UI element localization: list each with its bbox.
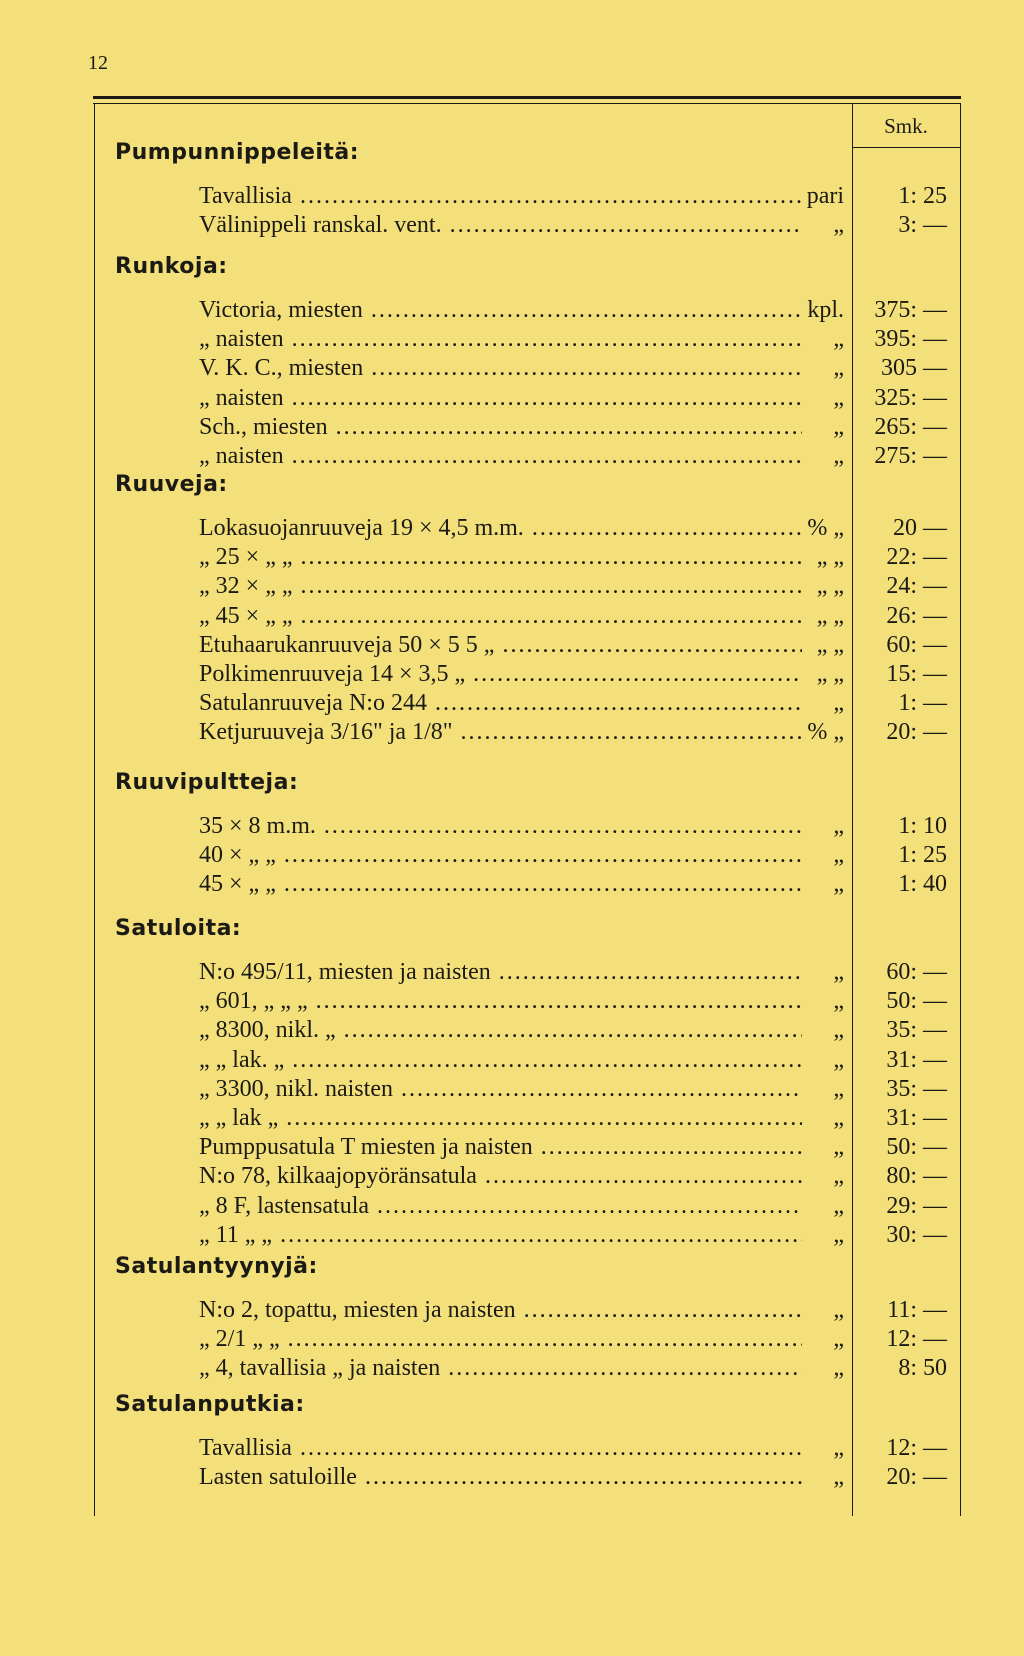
item-unit: „ bbox=[802, 1354, 844, 1382]
section-heading: Runkoja: bbox=[115, 254, 228, 279]
price-row bbox=[0, 660, 1024, 688]
price-row bbox=[0, 543, 1024, 571]
item-unit: „ bbox=[802, 841, 844, 869]
price-row bbox=[0, 413, 1024, 441]
item-description: „ 8 F, lastensatula ..... bbox=[199, 1192, 839, 1220]
item-price: 305 — bbox=[881, 355, 947, 382]
item-description: „ 45 × „ „ ..... bbox=[199, 602, 839, 630]
price-row bbox=[0, 296, 1024, 324]
item-price: 1: 10 bbox=[898, 813, 947, 839]
item-description: „ „ lak. „ ..... bbox=[199, 1046, 839, 1074]
price-row bbox=[0, 841, 1024, 869]
item-description: Lasten satuloille ..... bbox=[199, 1463, 839, 1491]
item-unit: „ bbox=[802, 1075, 844, 1103]
item-unit: „ bbox=[802, 442, 844, 470]
item-unit: „ bbox=[802, 1463, 844, 1491]
item-description: N:o 78, kilkaajopyöränsatula ..... bbox=[199, 1162, 839, 1190]
section-heading: Satulantyynyjä: bbox=[115, 1254, 318, 1279]
section-heading: Pumpunnippeleitä: bbox=[115, 140, 360, 165]
item-unit: „ „ bbox=[802, 602, 844, 630]
item-unit: „ bbox=[802, 413, 844, 441]
price-row bbox=[0, 514, 1024, 542]
item-price: 20: — bbox=[886, 719, 947, 746]
price-row bbox=[0, 958, 1024, 986]
price-row bbox=[0, 1075, 1024, 1103]
item-description: Satulanruuveja N:o 244 ..... bbox=[199, 689, 839, 717]
item-description: „ 4, tavallisia „ ja naisten ..... bbox=[199, 1354, 839, 1382]
item-price: 1: 40 bbox=[898, 871, 947, 898]
item-unit: „ bbox=[802, 325, 844, 353]
item-description: „ 25 × „ „ ..... bbox=[199, 543, 839, 571]
price-row bbox=[0, 1104, 1024, 1132]
item-price: 50: — bbox=[886, 988, 947, 1015]
item-price: 35: — bbox=[886, 1017, 947, 1044]
item-description: 35 × 8 m.m. ..... bbox=[199, 812, 839, 840]
item-price: 8: 50 bbox=[898, 1355, 947, 1382]
item-unit: kpl. bbox=[802, 296, 844, 324]
price-row bbox=[0, 1133, 1024, 1161]
item-price: 275: — bbox=[874, 443, 947, 469]
item-unit: „ bbox=[802, 1221, 844, 1249]
price-row bbox=[0, 442, 1024, 470]
price-row bbox=[0, 812, 1024, 840]
item-unit: „ bbox=[802, 211, 844, 239]
item-price: 31: — bbox=[886, 1046, 947, 1073]
item-description: Tavallisia ..... bbox=[199, 182, 839, 210]
item-description: „ „ lak „ ..... bbox=[199, 1104, 839, 1132]
item-unit: „ „ bbox=[802, 572, 844, 600]
price-row bbox=[0, 384, 1024, 412]
item-price: 12: — bbox=[886, 1435, 947, 1461]
item-price: 375: — bbox=[874, 297, 947, 323]
item-unit: „ bbox=[802, 1104, 844, 1132]
item-price: 30: — bbox=[886, 1221, 947, 1248]
item-unit: „ bbox=[802, 812, 844, 840]
item-unit: „ bbox=[802, 1162, 844, 1190]
item-price: 22: — bbox=[886, 544, 947, 571]
item-description: N:o 495/11, miesten ja naisten ..... bbox=[199, 958, 839, 986]
item-price: 60: — bbox=[886, 959, 947, 985]
price-row bbox=[0, 325, 1024, 353]
price-row bbox=[0, 572, 1024, 600]
item-price: 11: — bbox=[887, 1297, 947, 1323]
item-description: „ 3300, nikl. naisten ..... bbox=[199, 1075, 839, 1103]
item-description: „ 8300, nikl. „ ..... bbox=[199, 1016, 839, 1044]
item-description: Pumppusatula T miesten ja naisten ..... bbox=[199, 1133, 839, 1161]
price-row bbox=[0, 1192, 1024, 1220]
item-price: 50: — bbox=[886, 1134, 947, 1161]
item-price: 1: 25 bbox=[898, 183, 947, 209]
price-row bbox=[0, 1221, 1024, 1249]
item-price: 29: — bbox=[886, 1192, 947, 1219]
item-unit: „ „ bbox=[802, 631, 844, 659]
item-unit: „ bbox=[802, 1133, 844, 1161]
item-unit: „ bbox=[802, 384, 844, 412]
page-number: 12 bbox=[88, 52, 108, 74]
section-heading: Ruuvipultteja: bbox=[115, 770, 299, 795]
item-price: 60: — bbox=[886, 631, 947, 658]
item-unit: „ bbox=[802, 354, 844, 382]
item-price: 265: — bbox=[874, 413, 947, 440]
item-unit: % „ bbox=[802, 514, 844, 542]
item-price: 395: — bbox=[874, 326, 947, 353]
item-unit: „ bbox=[802, 1434, 844, 1462]
item-price: 3: — bbox=[898, 212, 947, 239]
item-description: Ketjuruuveja 3/16" ja 1/8" ..... bbox=[199, 718, 839, 746]
item-unit: „ „ bbox=[802, 543, 844, 571]
item-price: 1: 25 bbox=[898, 842, 947, 869]
price-row bbox=[0, 182, 1024, 210]
price-row bbox=[0, 1016, 1024, 1044]
item-price: 26: — bbox=[886, 602, 947, 629]
item-unit: „ bbox=[802, 1325, 844, 1353]
item-price: 35: — bbox=[886, 1075, 947, 1102]
item-description: 40 × „ „ ..... bbox=[199, 841, 839, 869]
item-description: „ naisten ..... bbox=[199, 325, 839, 353]
section-heading: Satuloita: bbox=[115, 916, 242, 941]
price-row bbox=[0, 1325, 1024, 1353]
item-unit: „ „ bbox=[802, 660, 844, 688]
price-row bbox=[0, 631, 1024, 659]
item-description: Välinippeli ranskal. vent. ..... bbox=[199, 211, 839, 239]
item-unit: % „ bbox=[802, 718, 844, 746]
item-description: „ naisten ..... bbox=[199, 384, 839, 412]
price-row bbox=[0, 1434, 1024, 1462]
item-price: 31: — bbox=[886, 1105, 947, 1131]
item-price: 24: — bbox=[886, 573, 947, 600]
price-row bbox=[0, 987, 1024, 1015]
item-price: 325: — bbox=[874, 384, 947, 411]
item-description: 45 × „ „ ..... bbox=[199, 870, 839, 898]
section-heading: Satulanputkia: bbox=[115, 1392, 305, 1417]
item-description: „ 32 × „ „ ..... bbox=[199, 572, 839, 600]
price-row bbox=[0, 1162, 1024, 1190]
item-description: „ 11 „ „ ..... bbox=[199, 1221, 839, 1249]
price-row bbox=[0, 1296, 1024, 1324]
price-row bbox=[0, 689, 1024, 717]
item-description: N:o 2, topattu, miesten ja naisten ..... bbox=[199, 1296, 839, 1324]
item-unit: „ bbox=[802, 870, 844, 898]
price-row bbox=[0, 1354, 1024, 1382]
item-description: Lokasuojanruuveja 19 × 4,5 m.m. ..... bbox=[199, 514, 839, 542]
item-price: 80: — bbox=[886, 1163, 947, 1190]
item-description: Victoria, miesten ..... bbox=[199, 296, 839, 324]
item-unit: „ bbox=[802, 1016, 844, 1044]
item-unit: „ bbox=[802, 1046, 844, 1074]
currency-header: Smk. bbox=[884, 114, 928, 138]
price-row bbox=[0, 718, 1024, 746]
item-unit: „ bbox=[802, 1296, 844, 1324]
price-row bbox=[0, 870, 1024, 898]
price-row bbox=[0, 1463, 1024, 1491]
item-unit: „ bbox=[802, 1192, 844, 1220]
price-row bbox=[0, 354, 1024, 382]
item-description: „ 601, „ „ „ ..... bbox=[199, 987, 839, 1015]
item-description: „ 2/1 „ „ ..... bbox=[199, 1325, 839, 1353]
item-price: 1: — bbox=[898, 690, 947, 717]
item-description: Sch., miesten ..... bbox=[199, 413, 839, 441]
item-unit: „ bbox=[802, 987, 844, 1015]
item-price: 15: — bbox=[886, 661, 947, 687]
item-price: 20: — bbox=[886, 1464, 947, 1491]
item-price: 12: — bbox=[886, 1326, 947, 1353]
item-price: 20 — bbox=[893, 515, 947, 541]
price-row bbox=[0, 211, 1024, 239]
item-description: Etuhaarukanruuveja 50 × 5 5 „ ..... bbox=[199, 631, 839, 659]
price-row bbox=[0, 1046, 1024, 1074]
item-unit: „ bbox=[802, 689, 844, 717]
item-description: Tavallisia ..... bbox=[199, 1434, 839, 1462]
item-description: V. K. C., miesten ..... bbox=[199, 354, 839, 382]
item-description: Polkimenruuveja 14 × 3,5 „ ..... bbox=[199, 660, 839, 688]
item-description: „ naisten ..... bbox=[199, 442, 839, 470]
price-row bbox=[0, 602, 1024, 630]
item-unit: pari bbox=[802, 182, 844, 210]
section-heading: Ruuveja: bbox=[115, 472, 228, 497]
item-unit: „ bbox=[802, 958, 844, 986]
